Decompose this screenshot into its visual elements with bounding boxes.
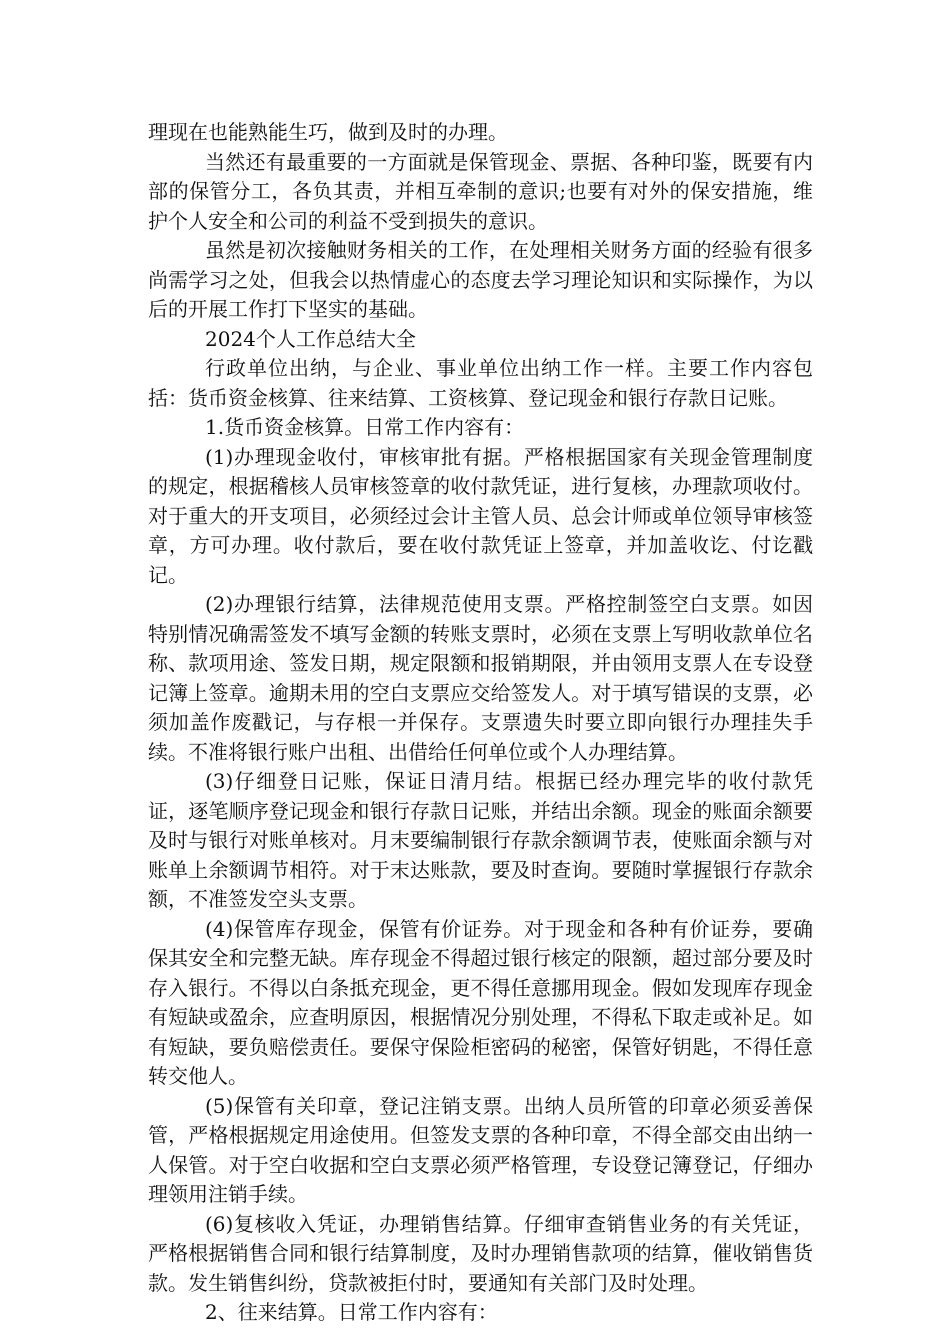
paragraph-custody: 当然还有最重要的一方面就是保管现金、票据、各种印鉴，既要有内部的保管分工，各负其责，并相互牵制的意识;也要有对外的保安措施，维护个人安全和公司的利益不受到损失的意识。 bbox=[148, 149, 813, 233]
paragraph-subitem-2: (2)办理银行结算，法律规范使用支票。严格控制签空白支票。如因特别情况确需签发不填写金额的转账支票时，必须在支票上写明收款单位名称、款项用途、签发日期，规定限额和报销期限，并由领用支票人在专设登记簿上签章。逾期未用的空白支票应交给签发人。对于填写错误的支票，必须加盖作废戳记，与存根一并保存。支票遗失时要立即向银行办理挂失手续。不准将银行账户出租、出借给任何单位或个人办理结算。 bbox=[148, 592, 813, 764]
paragraph-subitem-4: (4)保管库存现金，保管有价证券。对于现金和各种有价证券，要确保其安全和完整无缺。库存现金不得超过银行核定的限额，超过部分要及时存入银行。不得以白条抵充现金，更不得任意挪用现金。假如发现库存现金有短缺或盈余，应查明原因，根据情况分别处理，不得私下取走或补足。如有短缺，要负赔偿责任。要保守保险柜密码的秘密，保管好钥匙，不得任意转交他人。 bbox=[148, 916, 813, 1088]
paragraph-subitem-3: (3)仔细登日记账，保证日清月结。根据已经办理完毕的收付款凭证，逐笔顺序登记现金和银行存款日记账，并结出余额。现金的账面余额要及时与银行对账单核对。月末要编制银行存款余额调节表，使账面余额与对账单上余额调节相符。对于末达账款，要及时查询。要随时掌握银行存款余额，不准签发空头支票。 bbox=[148, 769, 813, 911]
paragraph-subitem-6: (6)复核收入凭证，办理销售结算。仔细审查销售业务的有关凭证，严格根据销售合同和银行结算制度，及时办理销售款项的结算，催收销售货款。发生销售纠纷，贷款被拒付时，要通知有关部门及时处理。 bbox=[148, 1211, 813, 1295]
section-title: 2024个人工作总结大全 bbox=[205, 326, 416, 351]
paragraph-intro: 行政单位出纳，与企业、事业单位出纳工作一样。主要工作内容包括：货币资金核算、往来结算、工资核算、登记现金和银行存款日记账。 bbox=[148, 356, 813, 410]
document-body bbox=[148, 118, 813, 1328]
paragraph-subitem-5: (5)保管有关印章，登记注销支票。出纳人员所管的印章必须妥善保管，严格根据规定用途使用。但签发支票的各种印章，不得全部交由出纳一人保管。对于空白收据和空白支票必须严格管理，专设登记簿登记，仔细办理领用注销手续。 bbox=[148, 1093, 813, 1206]
paragraph-item-1: 1.货币资金核算。日常工作内容有： bbox=[205, 415, 525, 439]
paragraph-subitem-1: (1)办理现金收付，审核审批有据。严格根据国家有关现金管理制度的规定，根据稽核人员审核签章的收付款凭证，进行复核，办理款项收付。对于重大的开支项目，必须经过会计主管人员、总会计师或单位领导审核签章，方可办理。收付款后，要在收付款凭证上签章，并加盖收讫、付讫戳记。 bbox=[148, 444, 813, 587]
paragraph-continuation: 理现在也能熟能生巧，做到及时的办理。 bbox=[148, 120, 508, 144]
paragraph-learning: 虽然是初次接触财务相关的工作，在处理相关财务方面的经验有很多尚需学习之处，但我会以热情虚心的态度去学习理论知识和实际操作，为以后的开展工作打下坚实的基础。 bbox=[148, 238, 813, 321]
paragraph-item-2: 2、往来结算。日常工作内容有： bbox=[205, 1300, 498, 1324]
